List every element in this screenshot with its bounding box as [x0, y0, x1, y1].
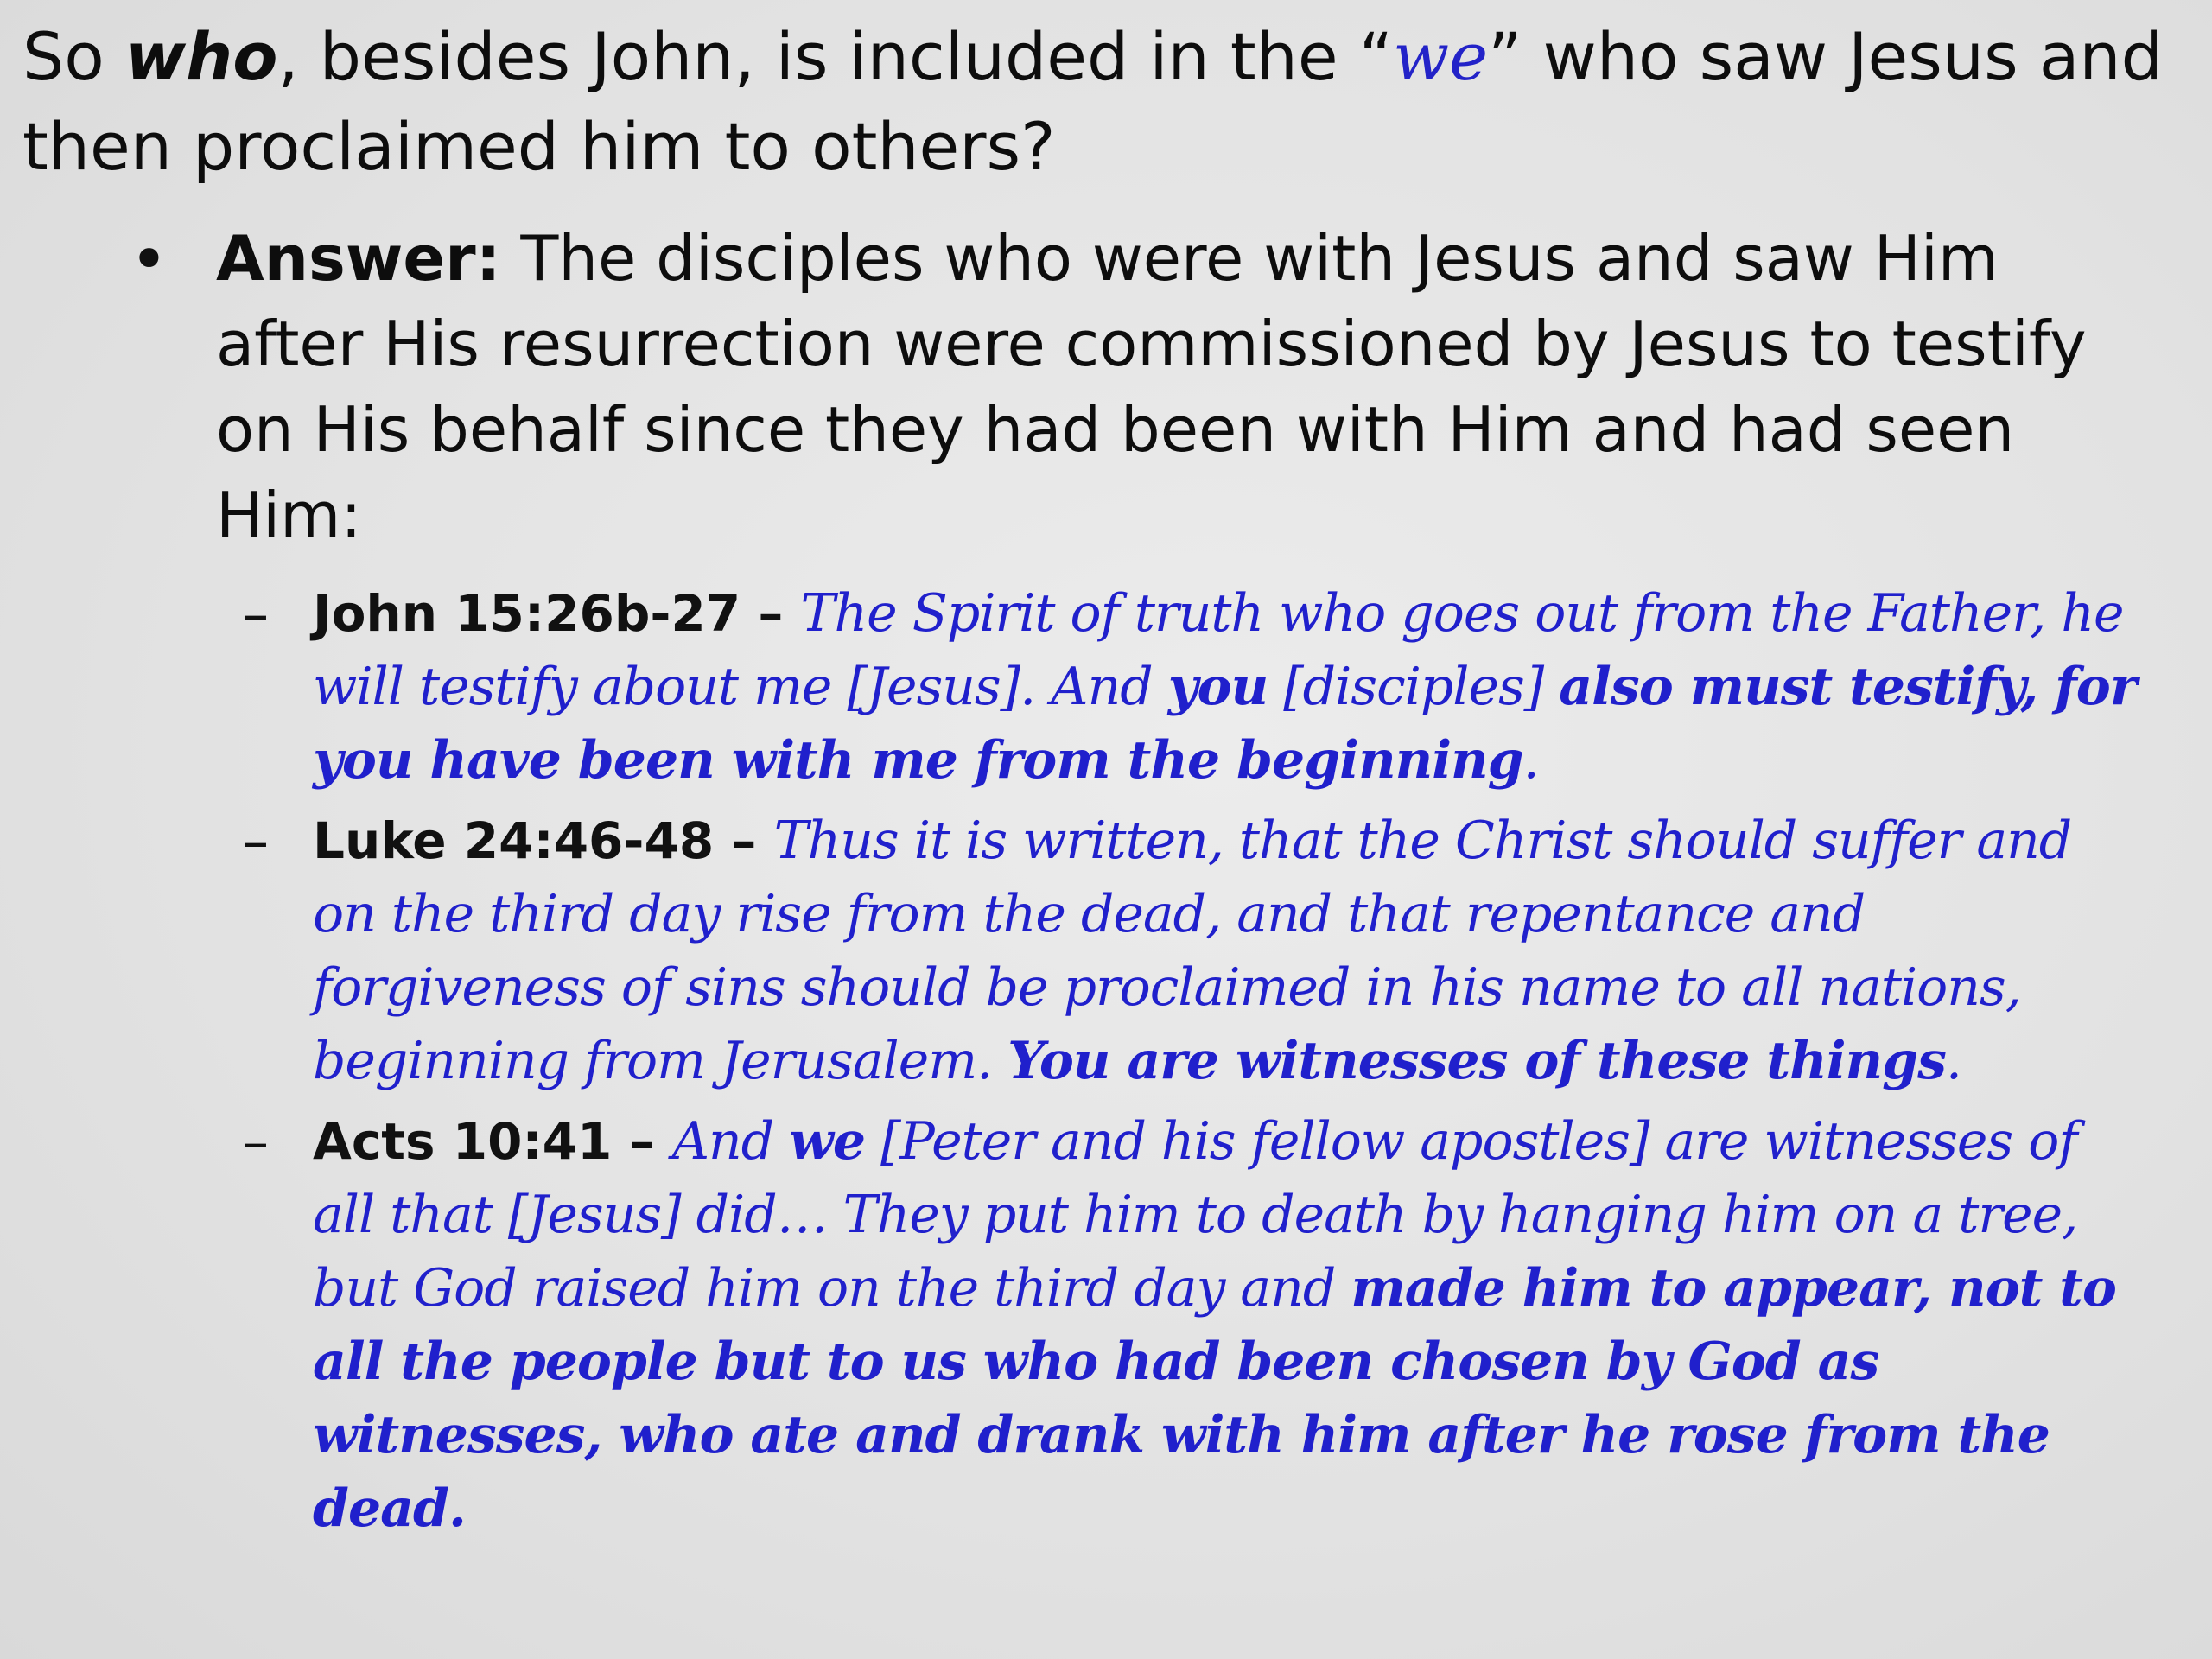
answer-bullet: [130, 216, 2143, 558]
verse-body: [313, 577, 2143, 798]
quote-emphasis: we: [789, 1111, 865, 1172]
heading-we-emphasis: we: [1393, 18, 1489, 95]
quote-emphasis: made him to appear, not to all the people but to us who had been chosen by God as witnesses, who ate and drank with him after he rose from the dead.: [313, 1258, 2116, 1539]
verse-reference: Acts 10:41 –: [313, 1112, 672, 1171]
bullet-icon: •: [130, 220, 168, 297]
heading-part3: ” who saw Jesus and then proclaimed him to others?: [22, 18, 2163, 185]
verse-body: [313, 1105, 2143, 1546]
answer-body: The disciples who were with Jesus and saw Him after His resurrection were commissioned by Jesus to testify on His behalf since they had been with Him and had seen Him:: [216, 222, 2087, 551]
answer-text: [216, 216, 2143, 558]
quote-segment: And: [671, 1111, 790, 1172]
answer-label: Answer:: [216, 222, 501, 295]
verse-acts: [242, 1105, 2143, 1546]
heading-part1: So: [22, 18, 125, 95]
quote-segment: .: [1522, 730, 1539, 791]
quote-emphasis: you: [1167, 657, 1268, 717]
verse-luke: [242, 804, 2143, 1098]
verse-body: [313, 804, 2143, 1098]
dash-icon: –: [242, 810, 269, 873]
dash-icon: –: [242, 1110, 269, 1173]
verse-reference: John 15:26b-27 –: [313, 584, 801, 643]
slide-heading: [22, 12, 2183, 192]
quote-segment: [disciples]: [1268, 657, 1560, 717]
dash-icon: –: [242, 582, 269, 645]
verse-list: [242, 577, 2143, 1553]
heading-part2: , besides John, is included in the “: [277, 18, 1394, 95]
quote-segment: Thus it is written, that the Christ should suffer and on the third day rise from the dead, and that repentance and forgiveness of sins should be proclaimed in his name to all nations, beginning from Jerusalem.: [313, 810, 2072, 1091]
verse-reference: Luke 24:46-48 –: [313, 811, 774, 870]
verse-quote: [313, 1111, 2116, 1539]
heading-who-emphasis: who: [124, 18, 278, 95]
verse-john: [242, 577, 2143, 798]
quote-segment: [Peter and his fellow apostles] are witnesses of all that [Jesus] did… They put him to death by hanging him on a tree, but God raised him on the third day and: [313, 1111, 2078, 1319]
quote-emphasis: You are witnesses of these things: [1007, 1031, 1946, 1091]
quote-segment: .: [1945, 1031, 1961, 1091]
quote-emphasis: also must testify, for you have been with me from the beginning: [313, 657, 2137, 791]
quote-segment: The Spirit of truth who goes out from the Father, he will testify about me [Jesus]. And: [313, 583, 2124, 717]
